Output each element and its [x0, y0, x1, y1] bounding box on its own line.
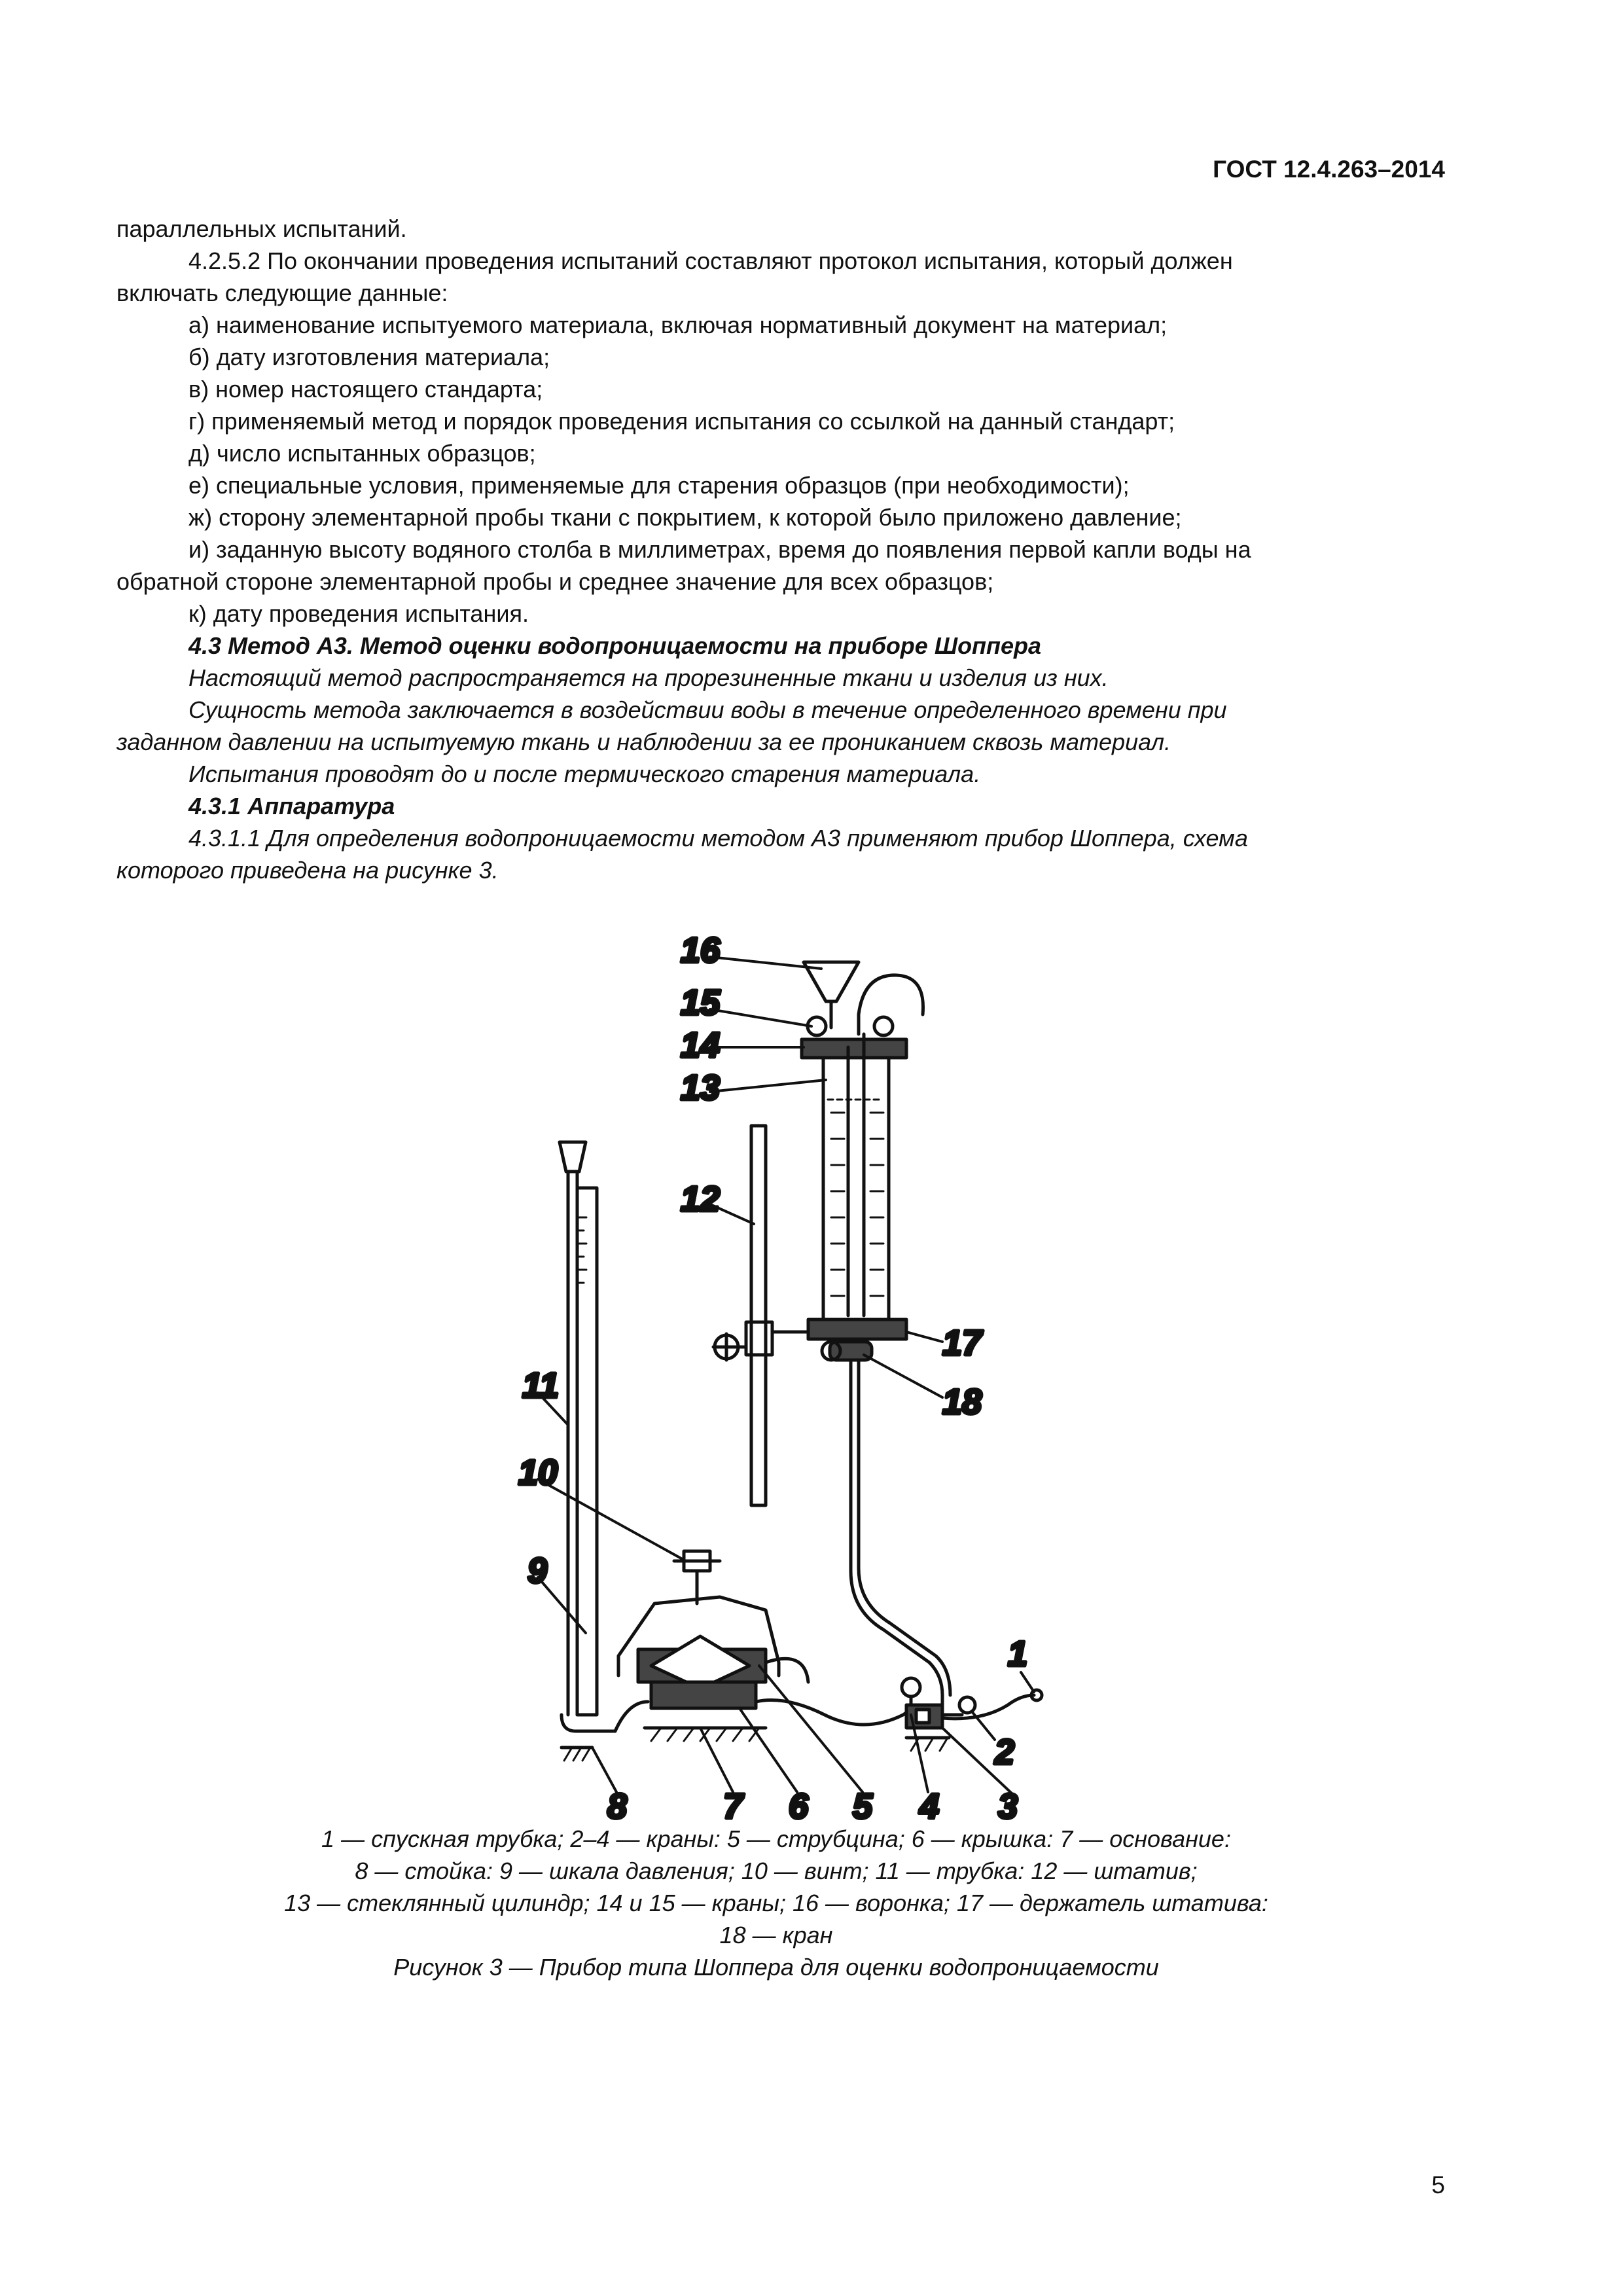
label-15: 15	[681, 983, 721, 1022]
list-item-a: а) наименование испытуемого материала, включая нормативный документ на материал;	[188, 312, 1168, 338]
page-number: 5	[1431, 2172, 1445, 2198]
lid-14	[802, 1039, 906, 1058]
base-7	[651, 1682, 756, 1708]
label-9: 9	[527, 1551, 548, 1590]
legend-line-1: 1 — спускная трубка; 2–4 — краны: 5 — струбцина; 6 — крышка: 7 — основание:	[321, 1825, 1231, 1852]
list-item-zh: ж) сторону элементарной пробы ткани с покрытием, к которой было приложено давление;	[188, 504, 1182, 531]
label-7: 7	[723, 1787, 743, 1826]
label-4: 4	[919, 1787, 940, 1826]
section-heading-4-3: 4.3 Метод А3. Метод оценки водопроницаемости на приборе Шоппера	[188, 632, 1042, 659]
scope-paragraph: Настоящий метод распространяется на прорезиненные ткани и изделия из них.	[188, 664, 1109, 691]
list-item-i-line2: обратной стороне элементарной пробы и среднее значение для всех образцов;	[116, 568, 994, 595]
stand-rod-12	[751, 1126, 766, 1505]
valve-2-window	[916, 1710, 929, 1723]
label-5: 5	[853, 1787, 873, 1826]
label-16: 16	[681, 931, 721, 970]
legend-line-2: 8 — стойка: 9 — шкала давления; 10 — винт; 11 — трубка: 12 — штатив;	[355, 1857, 1198, 1884]
label-12: 12	[681, 1179, 721, 1219]
label-3: 3	[998, 1787, 1018, 1826]
label-8: 8	[607, 1787, 628, 1826]
pressure-scale-9	[577, 1188, 597, 1715]
leader-lines	[538, 957, 1034, 1793]
list-item-e: е) специальные условия, применяемые для старения образцов (при необходимости);	[188, 472, 1130, 499]
list-item-d: д) число испытанных образцов;	[188, 440, 536, 467]
valve-2-knob	[959, 1697, 975, 1713]
list-item-k: к) дату проведения испытания.	[188, 600, 529, 627]
clause-4-2-5-2-line1: 4.2.5.2 По окончании проведения испытаний составляют протокол испытания, который должен	[188, 247, 1233, 274]
label-10: 10	[518, 1453, 558, 1492]
label-13: 13	[681, 1068, 721, 1107]
stand-holder-17	[808, 1319, 906, 1339]
legend-line-3: 13 — стеклянный цилиндр; 14 и 15 — краны; 16 — воронка; 17 — держатель штатива:	[284, 1890, 1268, 1916]
essence-line1: Сущность метода заключается в воздействии воды в течение определенного времени при	[188, 696, 1227, 723]
label-17: 17	[942, 1323, 982, 1363]
paragraph-continuation: параллельных испытаний.	[116, 215, 407, 242]
list-item-v: в) номер настоящего стандарта;	[188, 376, 543, 403]
cylinder-water-marks	[828, 1100, 883, 1296]
tests-paragraph: Испытания проводят до и после термического старения материала.	[188, 761, 981, 787]
list-item-g: г) применяемый метод и порядок проведения испытания со ссылкой на данный стандарт;	[188, 408, 1175, 435]
label-6: 6	[789, 1787, 809, 1826]
clause-4-3-1-1-line1: 4.3.1.1 Для определения водопроницаемости методом А3 применяют прибор Шоппера, схема	[188, 825, 1248, 852]
pipe-left	[615, 1702, 648, 1731]
label-14: 14	[681, 1026, 721, 1065]
list-item-b: б) дату изготовления материала;	[188, 344, 550, 370]
column-top-cup	[560, 1142, 586, 1172]
document-header: ГОСТ 12.4.263–2014	[1213, 156, 1445, 183]
label-18: 18	[942, 1382, 982, 1422]
hook-pipe	[859, 975, 923, 1014]
section-heading-4-3-1: 4.3.1 Аппаратура	[188, 793, 395, 819]
pipe-middle	[756, 1700, 913, 1725]
glass-cylinder	[823, 1058, 889, 1319]
clause-4-3-1-1-line2: которого приведена на рисунке 3.	[116, 857, 499, 884]
side-pipe	[766, 1659, 808, 1682]
label-11: 11	[522, 1366, 560, 1405]
valve-15-right	[874, 1017, 893, 1035]
legend-line-4: 18 — кран	[719, 1922, 833, 1948]
drain-tube	[851, 1360, 942, 1695]
list-item-i-line1: и) заданную высоту водяного столба в миллиметрах, время до появления первой капли воды на	[188, 536, 1251, 563]
clause-4-2-5-2-line2: включать следующие данные:	[116, 279, 448, 306]
figure-title: Рисунок 3 — Прибор типа Шоппера для оценки водопроницаемости	[393, 1954, 1159, 1981]
label-1: 1	[1008, 1634, 1028, 1674]
column-foot	[562, 1715, 615, 1731]
essence-line2: заданном давлении на испытуемую ткань и наблюдении за ее прониканием сквозь материал.	[116, 728, 1171, 755]
post-base-hatch	[564, 1748, 590, 1761]
figure-caption	[116, 1823, 1436, 1983]
label-2: 2	[995, 1732, 1015, 1772]
valve-4-knob	[902, 1678, 920, 1696]
